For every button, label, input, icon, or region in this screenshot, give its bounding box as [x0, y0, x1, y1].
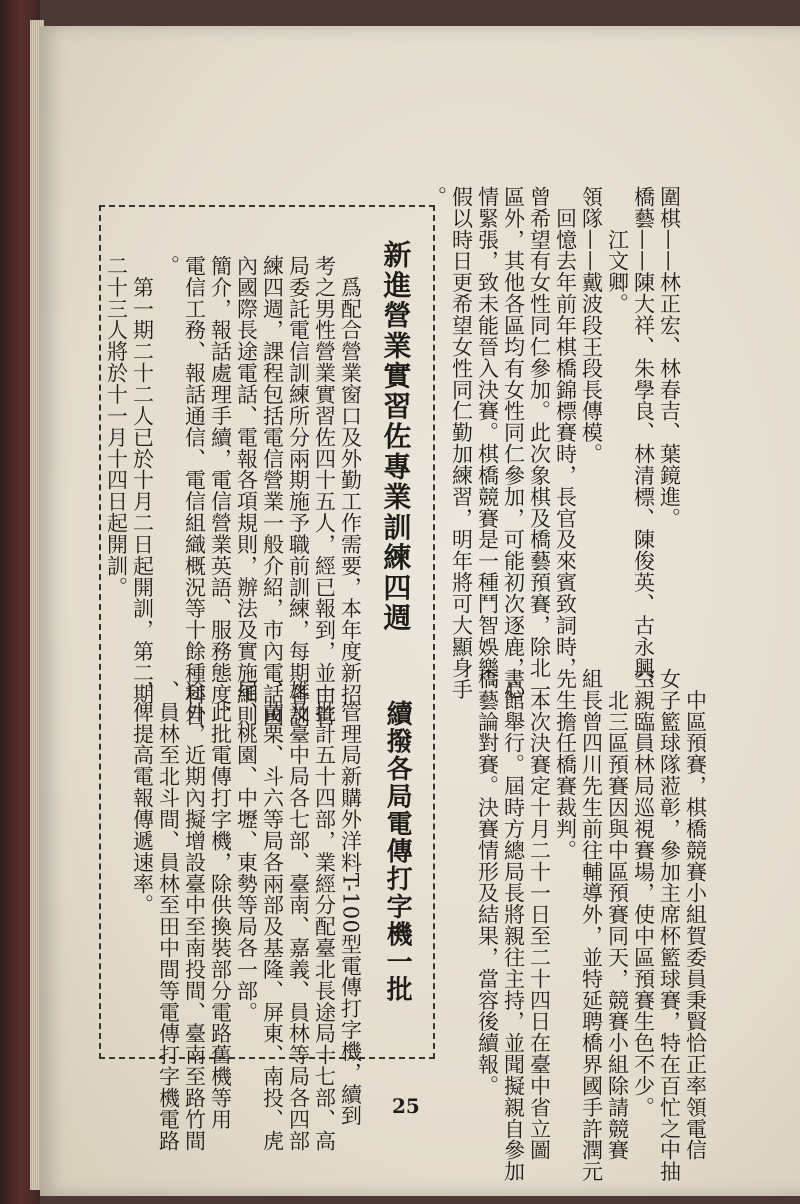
text-column: 。 [156, 255, 181, 277]
text-column: 尾、桃園、中壢、東勢等局各一部。 [234, 680, 259, 1023]
text-column: 管理局新購外洋料T-100型電傳打字機，續到 [338, 680, 363, 1127]
text-column: 組長曾四川先生前往輔導外，並特延聘橋界國手許潤元 [579, 668, 604, 1183]
article-title: 新進營業實習佐專業訓練四週 [379, 240, 413, 634]
text-column: 橋藝——陳大祥、朱學良、林清標、陳俊英、古永興、 [631, 186, 656, 701]
text-column: 、苗栗、斗六等局各兩部及基隆、屏東、南投、虎 [260, 680, 285, 1152]
article-title: 續撥各局電傳打字機一批 [382, 700, 413, 1004]
text-column: 領隊——戴波段王段長傳模。 [579, 186, 604, 465]
text-column: 中區預賽，棋橋競賽小組賀委員秉賢恰正率領電信 [683, 668, 708, 1161]
text-column: 先生擔任橋賽裁判。 [553, 668, 578, 861]
text-column: 局委託電信訓練所分兩期施予職前訓練，每期各訓 [286, 255, 311, 727]
text-column: 考之男性營業實習佐四十五人，經已報到，並由管 [312, 255, 337, 727]
text-column: 曾希望有女性同仁參加。此次象棋及橋藝預賽，除北一 [527, 186, 552, 701]
text-column: 假以時日更希望女性同仁勤加練習，明年將可大顯身手 [449, 186, 474, 701]
text-column: 二十三人將於十一月十四日起開訓。 [104, 255, 129, 598]
text-column: 電信工務、報話通信、電信組織概況等十餘種科目 [182, 255, 207, 727]
text-column: 途外，近期內擬增設臺中至南投間、臺南至路竹間 [182, 680, 207, 1152]
text-column: 書館舉行。屆時方總局長將親往主持，並聞擬親自參加 [501, 668, 526, 1183]
text-column: 此批電傳打字機，除供換裝部分電路舊機等用 [208, 680, 233, 1130]
text-column: 簡介，報話處理手續，電信營業英語、服務態度、 [208, 255, 233, 727]
text-column: 橋藝論對賽。決賽情形及結果，當容後續報。 [475, 668, 500, 1097]
text-column: 一批計五十四部，業經分配臺北長途局十七部、高 [312, 680, 337, 1152]
text-column: ，俾提高電報傳遞速率。 [130, 680, 155, 916]
text-column: 、員林至北斗間、員林至田中間等電傳打字機電路 [156, 680, 181, 1152]
text-column: 江文卿。 [605, 186, 630, 315]
text-column: 爲配合營業窗口及外勤工作需要，本年度新招 [338, 255, 363, 705]
page-number: 25 [392, 1094, 420, 1118]
text-column: 回憶去年前年棋橋錦標賽時，長官及來賓致詞時， [553, 186, 578, 679]
text-column: 圍棋——林正宏、林春吉、葉鏡進。 [657, 186, 682, 529]
text-column: 本次決賽定十月二十一日至二十四日在臺中省立圖 [527, 668, 552, 1161]
text-column: 內國際長途電話、電報各項規則，辦法及實施細則 [234, 255, 259, 727]
text-column: 北三區預賽因與中區預賽同天，競賽小組除請競賽 [605, 668, 630, 1161]
text-column: 區外，其他各區均有女性同仁參加，可能初次逐鹿，心 [501, 186, 526, 701]
text-column: 練四週，課程包括電信營業一般介紹，市內電話國 [260, 255, 285, 727]
text-column: 。 [423, 186, 448, 208]
text-column: 空親臨員林局巡視賽場，使中區預賽生色不少。 [631, 668, 656, 1118]
text-column: 第一期二十二人已於十月二日起開訓，第二期 [130, 255, 155, 705]
text-column: 女子籃球隊蒞彰，參加主席杯籃球賽，特在百忙之中抽 [657, 668, 682, 1183]
text-column: 情緊張，致未能晉入決賽。棋橋競賽是一種鬥智娛樂。 [475, 186, 500, 701]
text-column: 雄及臺中局各七部、臺南、嘉義、員林等局各四部 [286, 680, 311, 1152]
